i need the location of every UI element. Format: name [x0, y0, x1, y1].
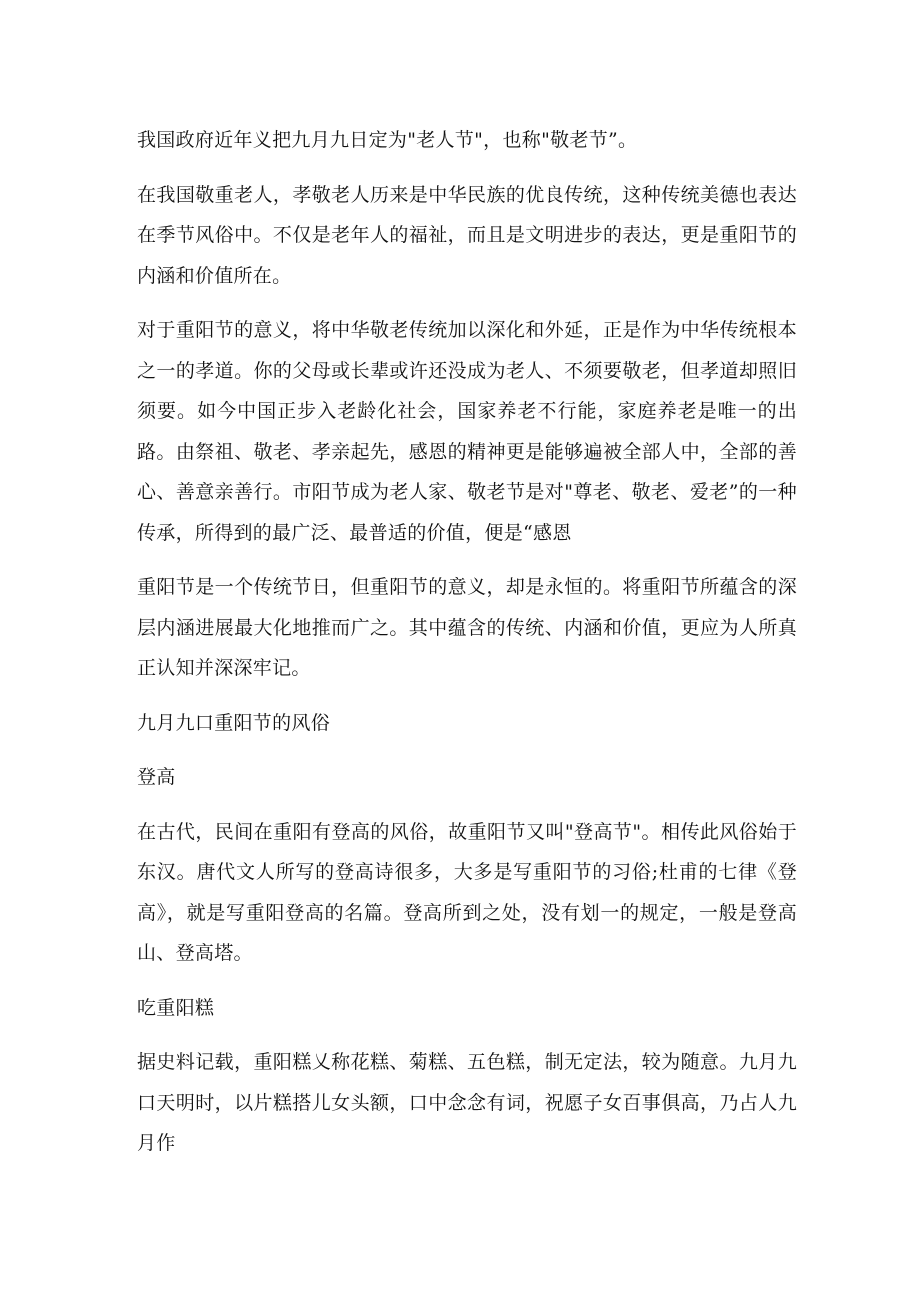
paragraph-filial-piety: 对于重阳节的意义，将中华敬老传统加以深化和外延，正是作为中华传统根本之一的孝道。你的父母或长辈或许还没成为老人、不须要敬老，但孝道却照旧须要。如今中国正步入老龄化社会，国家养老不行能，家庭养老是唯一的出路。由祭祖、敬老、孝亲起先，感恩的精神更是能够遍被全部人中，全部的善心、善意亲善行。市阳节成为老人家、敬老节是对"尊老、敬老、爱老”的一种传承，所得到的最广泛、最普适的价值，便是“感恩 — [137, 319, 797, 544]
paragraph-cake: 据史料记载，重阳糕乂称花糕、菊糕、五色糕，制无定法，较为随意。九月九口天明时，以片糕搭儿女头额，口中念念有词，祝愿子女百事俱高，乃占人九月作 — [137, 1051, 797, 1154]
paragraph-eternal-meaning: 重阳节是一个传统节日，但重阳节的意义，却是永恒的。将重阳节所蕴含的深层内涵进展最大化地推而广之。其中蕴含的传统、内涵和价值，更应为人所真正认知并深深牢记。 — [137, 576, 797, 679]
paragraph-elderly-day: 我国政府近年义把九月九日定为"老人节"，也称"敬老节”。 — [137, 129, 638, 151]
document-body — [137, 120, 797, 1178]
paragraph-climbing: 在古代，民间在重阳有登高的风俗，故重阳节又叫"登高节"。相传此风俗始于东汉。唐代文人所写的登高诗很多，大多是写重阳节的习俗;杜甫的七律《登高》，就是写重阳登高的名篇。登高所到之处，没有划一的规定，一般是登高山、登高塔。 — [137, 820, 797, 964]
paragraph-respect-tradition: 在我国敬重老人，孝敬老人历来是中华民族的优良传统，这种传统美德也表达在季节风俗中。不仅是老年人的福祉，而且是文明进步的表达，更是重阳节的内涵和价值所在。 — [137, 183, 797, 287]
subheading-climbing: 登高 — [137, 766, 176, 788]
section-heading-customs: 九月九口重阳节的风俗 — [137, 711, 331, 734]
subheading-cake: 吃重阳糕 — [137, 996, 215, 1019]
